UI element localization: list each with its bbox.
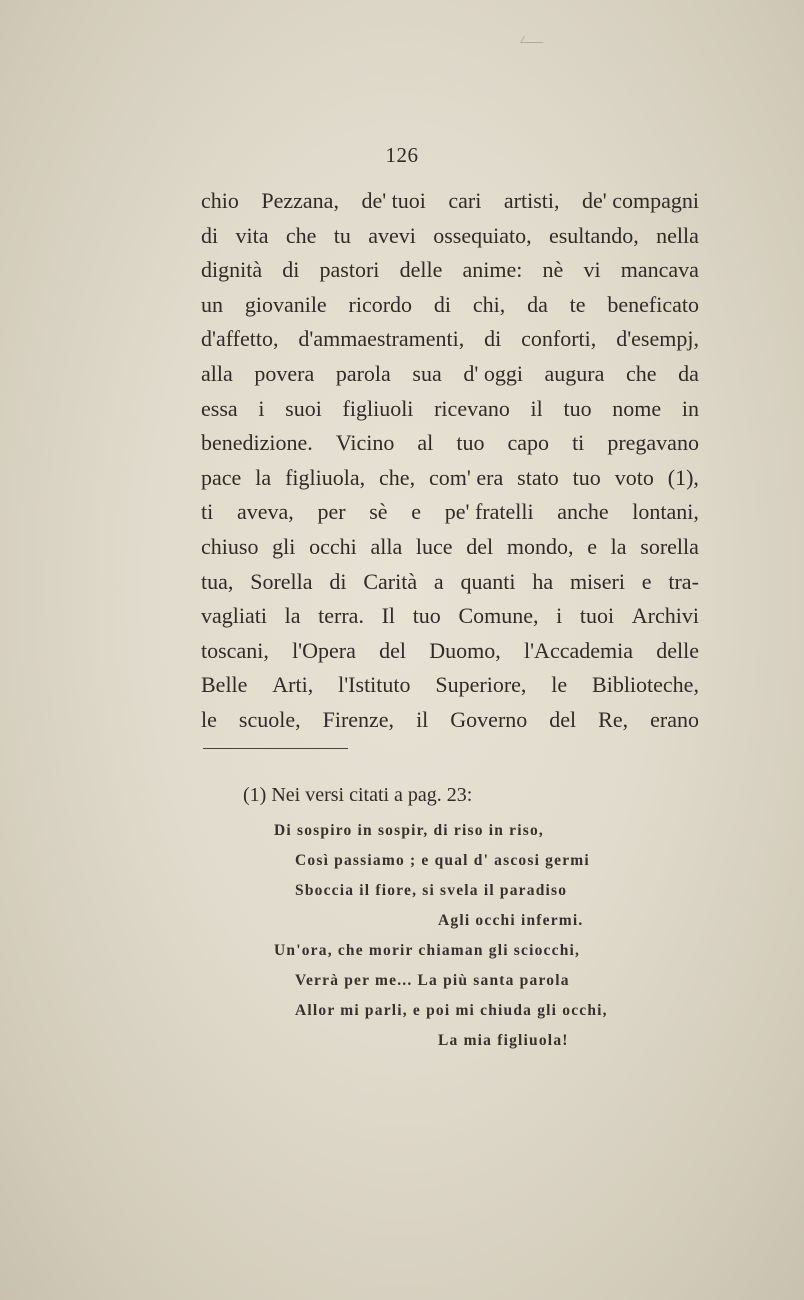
word: cari [448,188,482,213]
word: quanti [460,568,516,594]
poem-line: Agli occhi infermi. [438,912,584,929]
word: i [556,603,563,629]
word: pace [201,464,242,490]
text-line [201,253,699,288]
word: Belle [201,672,248,698]
word: Pezzana, [261,188,339,213]
word: e [641,568,652,594]
word: tuo [572,464,601,490]
word: stato [517,464,559,490]
poem-line: La mia figliuola! [438,1032,569,1049]
word: sua [412,360,442,386]
word: delle [656,637,699,663]
word: ti [572,430,585,456]
word: occhi [309,533,357,559]
word: Re, [598,706,629,732]
word: tuo [412,603,441,629]
word: la [610,533,627,559]
word: conforti, [521,326,597,352]
word: mancava [620,257,699,283]
word: in [681,395,699,421]
word: (1), [667,464,699,490]
word: del [466,533,494,559]
poem-line: Un'ora, che morir chiaman gli sciocchi, [274,942,581,959]
word: la [255,464,272,490]
word: di [329,568,347,594]
text-line [201,322,699,357]
word: di [484,326,502,352]
word: terra. [318,603,364,629]
word: sorella [640,533,699,559]
word: del [549,706,577,732]
word: mondo, [506,533,574,559]
word: Superiore, [435,672,527,698]
word: capo [507,430,550,456]
word: aveva, [236,499,294,525]
word: da [527,291,548,317]
word: scuole, [238,706,301,732]
word: Vicino [335,430,395,456]
word: lontani, [632,499,699,525]
word: essa [201,395,238,421]
poem-line: Di sospiro in sospir, di riso in riso, [274,822,544,839]
word: e [587,533,597,559]
word: Comune, [458,603,539,629]
word: pastori [319,257,380,283]
word: la [284,603,301,629]
word: vi [583,257,601,283]
word: giovanile [244,291,327,317]
word: voto [614,464,654,490]
word: tra- [668,568,699,594]
word: chio [201,188,239,213]
word: Firenze, [322,706,395,732]
word: le [201,706,217,732]
word: toscani, [201,637,269,663]
word: pregavano [607,430,699,456]
text-line [201,461,699,496]
word: Sorella [250,568,313,594]
word: miseri [569,568,625,594]
word: povera [254,360,315,386]
word: esultando, [548,222,639,248]
word: l'Accademia [523,637,633,663]
word: figliuoli [342,395,414,421]
word: un [201,291,223,317]
word: anche [557,499,609,525]
page-number: 126 [385,143,419,167]
word: e [411,499,422,525]
word: suoi [285,395,322,421]
word: i [258,395,265,421]
word: da [678,360,699,386]
word: ricevano [434,395,510,421]
word: l'Opera [292,637,356,663]
word: te [569,291,586,317]
word: ti [201,499,214,525]
word: avevi [368,222,416,248]
word: de' tuoi [361,188,426,213]
word: Biblioteche, [592,672,699,698]
word: che, [379,464,416,490]
word: gli [272,533,296,559]
word: Duomo, [429,637,501,663]
footnote-intro: (1) Nei versi citati a pag. 23: [243,784,473,806]
word: luce [415,533,453,559]
word: tua, [201,568,234,594]
text-line [201,634,699,669]
word: nome [612,395,662,421]
word: le [551,672,568,698]
word: il [416,706,429,732]
word: di [433,291,452,317]
word: di [201,222,219,248]
word: d'esempj, [616,326,699,352]
word: per [317,499,346,525]
poem-line: Verrà per me... La più santa parola [295,972,570,989]
word: l'Istituto [338,672,411,698]
word: al [417,430,434,456]
word: pe' fratelli [444,499,534,525]
body-text [201,184,699,738]
word: ossequiato, [433,222,532,248]
word: che [285,222,317,248]
word: artisti, [503,188,560,213]
pencil-mark [520,36,547,43]
word: dignità [201,257,263,283]
word: anime: [462,257,523,283]
word: che [626,360,657,386]
word: sè [369,499,388,525]
word: beneficato [607,291,699,317]
word: nè [542,257,564,283]
word: alla [201,360,233,386]
word: Il [381,603,396,629]
word: chiuso [201,533,259,559]
word: parola [335,360,391,386]
text-line [201,530,699,565]
word: tu [333,222,351,248]
word: augura [544,360,605,386]
word: com' era [429,464,504,490]
word: tuoi [579,603,615,629]
text-line [201,184,699,219]
word: d'affetto, [201,326,279,352]
word: erano [650,706,699,732]
text-line [201,495,699,530]
text-line [201,288,699,323]
word: nella [656,222,699,248]
text-line [201,426,699,461]
word: Carità [363,568,418,594]
word: vita [235,222,269,248]
footnote-rule [203,748,348,749]
text-line [201,219,699,254]
word: chi, [472,291,506,317]
word: ricordo [348,291,413,317]
text-line [201,392,699,427]
word: Arti, [272,672,314,698]
word: tuo [456,430,485,456]
text-line [201,565,699,600]
word: benedizione. [201,430,313,456]
word: tuo [563,395,592,421]
poem-line: Allor mi parli, e poi mi chiuda gli occhi, [295,1002,608,1019]
word: ha [532,568,554,594]
word: il [530,395,543,421]
poem-line: Così passiamo ; e qual d' ascosi germi [295,852,590,869]
word: d'ammaestramenti, [298,326,465,352]
word: delle [399,257,443,283]
word: Archivi [631,603,699,629]
word: alla [370,533,403,559]
word: figliuola, [285,464,366,490]
word: a [433,568,444,594]
text-line [201,357,699,392]
word: del [379,637,407,663]
text-line [201,703,699,738]
text-line [201,599,699,634]
word: d' oggi [463,360,523,386]
word: Governo [450,706,528,732]
text-line [201,668,699,703]
word: vagliati [201,603,267,629]
word: di [282,257,300,283]
word: de' compagni [581,188,699,213]
poem-line: Sboccia il fiore, si svela il paradiso [295,882,568,899]
